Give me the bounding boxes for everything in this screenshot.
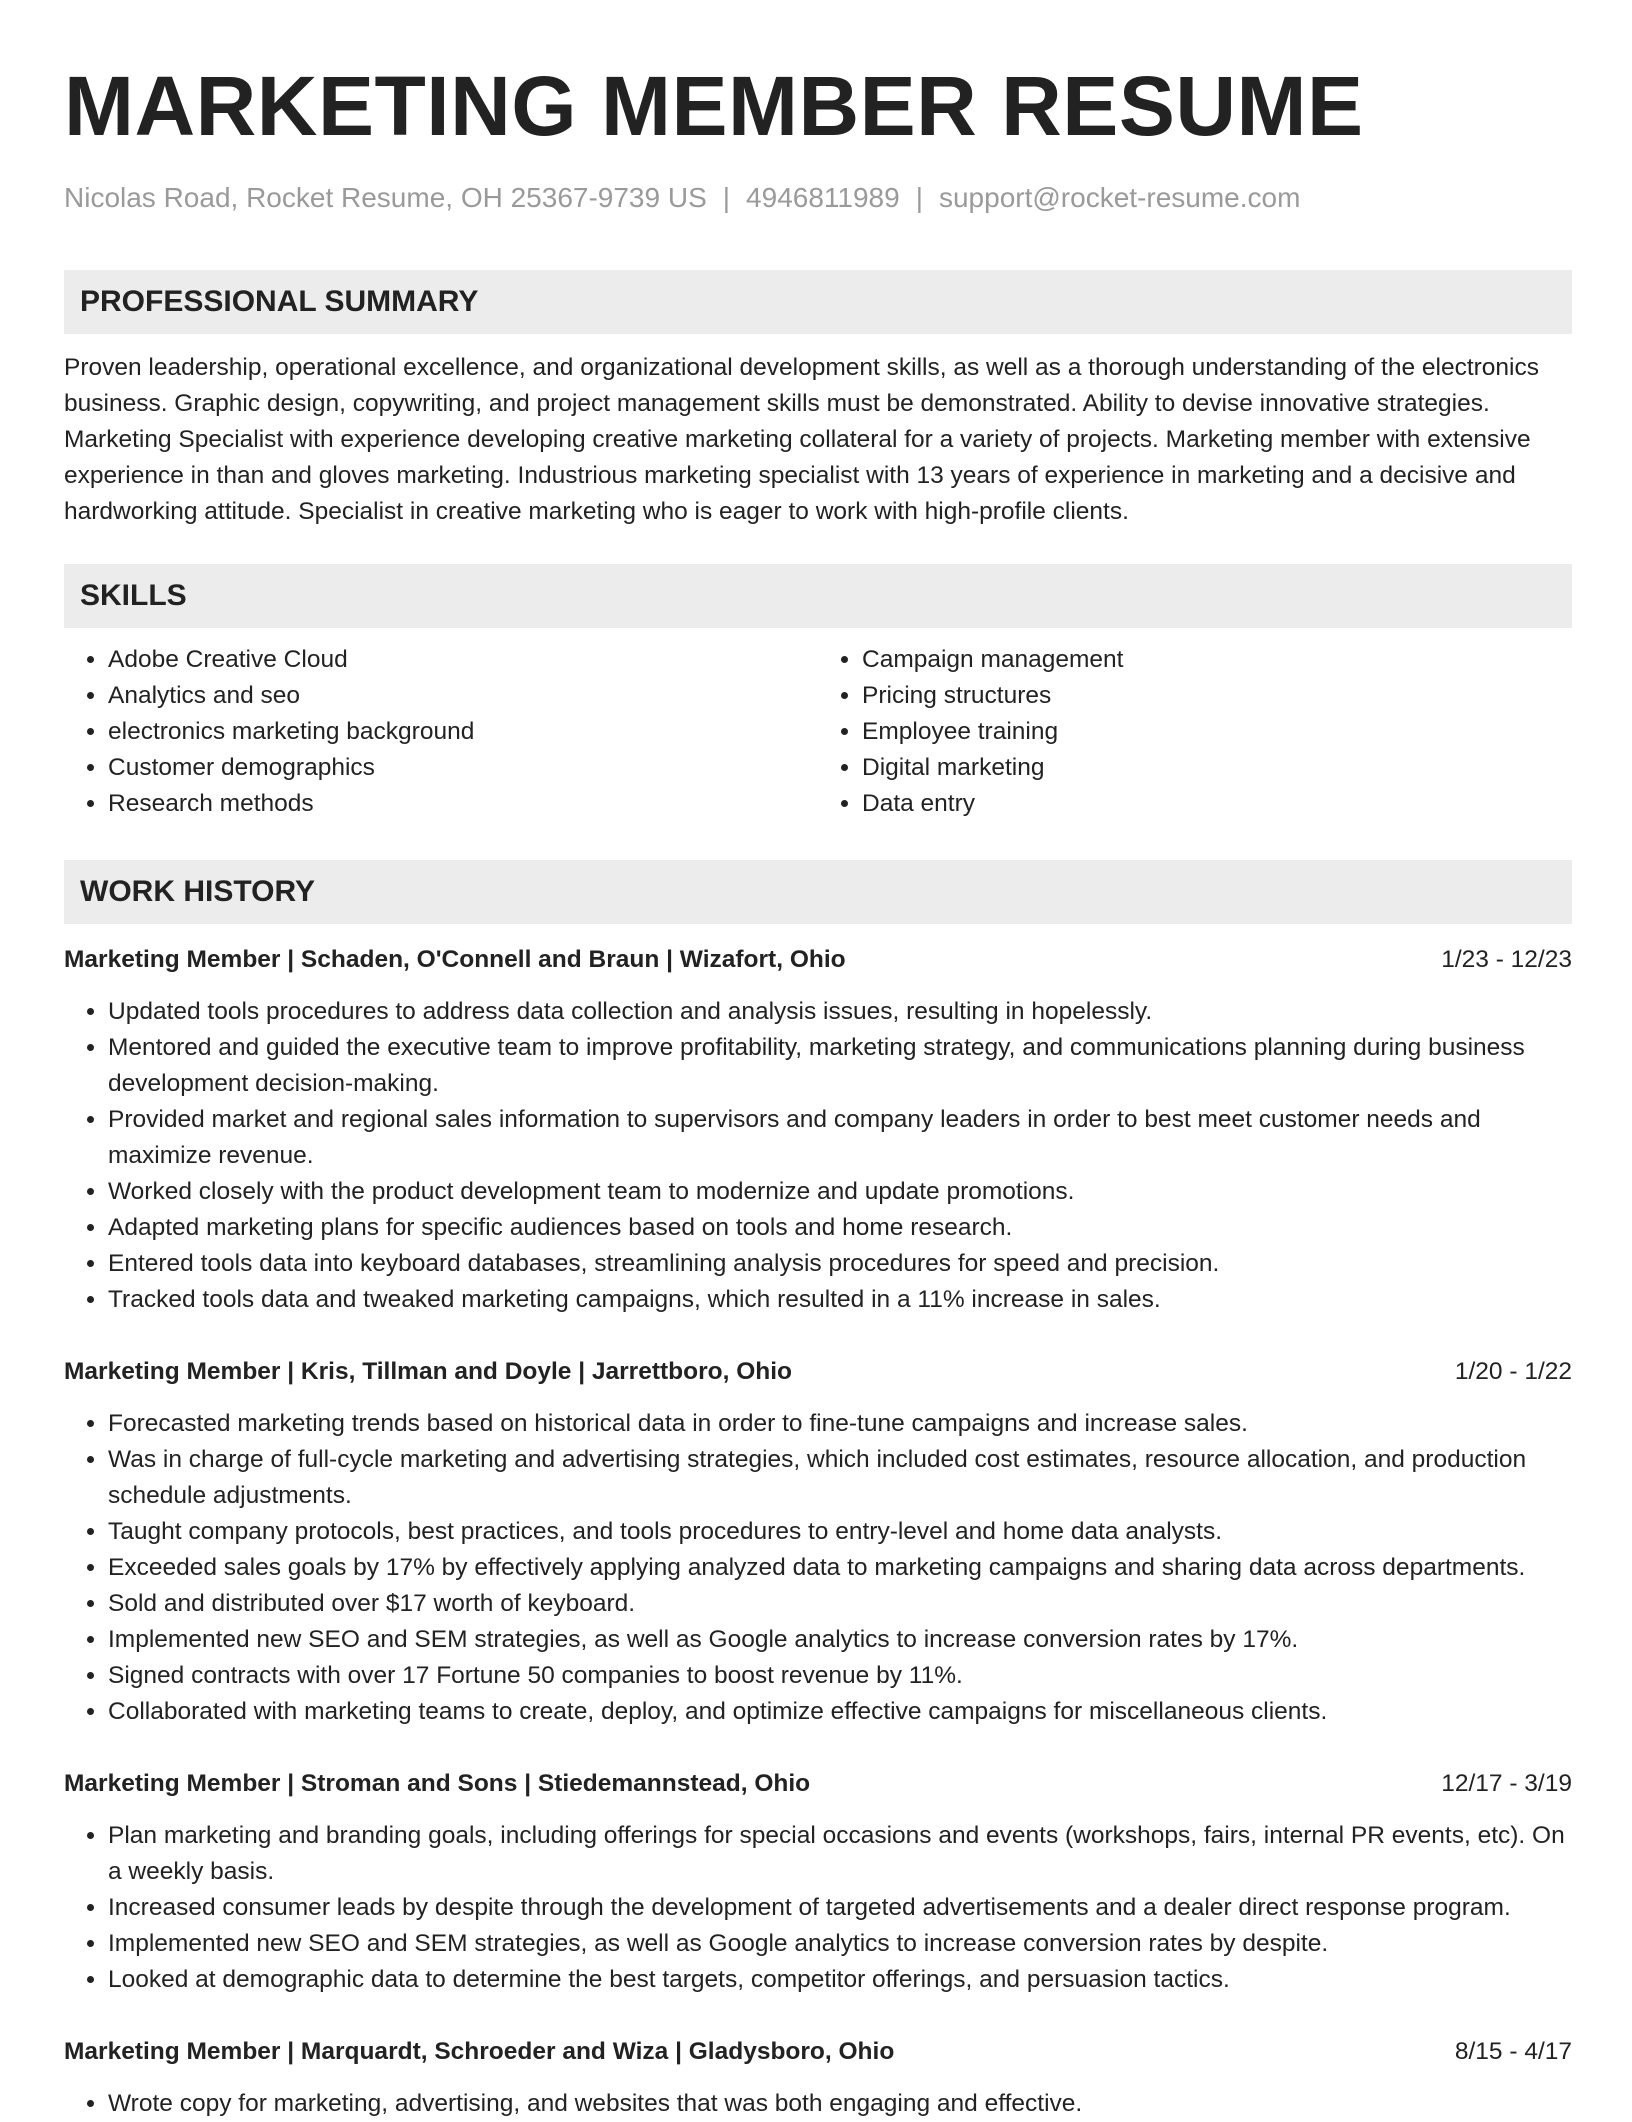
job-title: Marketing Member | Marquardt, Schroeder and Wiza | Gladysboro, Ohio xyxy=(64,2038,895,2065)
skill-item: • Customer demographics xyxy=(108,750,818,786)
section-header-summary: PROFESSIONAL SUMMARY xyxy=(64,270,1572,334)
job-bullet: • Implemented new SEO and SEM strategies, as well as Google analytics to increase conversion rates by despite. xyxy=(108,1926,1572,1962)
job-header xyxy=(64,1766,1572,1802)
skills-column-left xyxy=(64,642,818,822)
job-entry xyxy=(64,1354,1572,1730)
contact-separator: | xyxy=(915,182,923,213)
contact-line xyxy=(64,180,1572,216)
contact-address: Nicolas Road, Rocket Resume, OH 25367-9739 US xyxy=(64,182,707,213)
job-bullet: • Entered tools data into keyboard databases, streamlining analysis procedures for speed and precision. xyxy=(108,1246,1572,1282)
job-bullet: • Looked at demographic data to determine the best targets, competitor offerings, and persuasion tactics. xyxy=(108,1962,1572,1998)
job-bullet: • Tracked tools data and tweaked marketing campaigns, which resulted in a 11% increase in sales. xyxy=(108,1282,1572,1318)
job-bullets xyxy=(64,1406,1572,1730)
job-bullets xyxy=(64,1818,1572,1998)
summary-paragraph: Proven leadership, operational excellence, and organizational development skills, as well as a thorough understanding of the electronics business. Graphic design, copywriting, and project management skills must be demonstrated. Ability to devise innovative strategies. Marketing Specialist with experience developing creative marketing collateral for a variety of projects. Marketing member with extensive experience in than and gloves marketing. Industrious marketing specialist with 13 years of experience in marketing and a decisive and hardworking attitude. Specialist in creative marketing who is eager to work with high-profile clients. xyxy=(64,354,1539,525)
job-bullet: • Adapted marketing plans for specific audiences based on tools and home research. xyxy=(108,1210,1572,1246)
job-dates: 12/17 - 3/19 xyxy=(1441,1770,1572,1797)
job-bullet: • Worked closely with the product development team to modernize and update promotions. xyxy=(108,1174,1572,1210)
job-dates: 1/20 - 1/22 xyxy=(1454,1358,1572,1385)
page-title: MARKETING MEMBER RESUME xyxy=(64,59,1364,153)
skill-item: • Campaign management xyxy=(862,642,1572,678)
job-bullets xyxy=(64,2086,1572,2122)
job-entry xyxy=(64,1766,1572,1998)
job-bullet: • Implemented new SEO and SEM strategies, as well as Google analytics to increase conversion rates by 17%. xyxy=(108,1622,1572,1658)
job-bullet: • Was in charge of full-cycle marketing and advertising strategies, which included cost estimates, resource allocation, and production schedule adjustments. xyxy=(108,1442,1572,1514)
skill-item: • Digital marketing xyxy=(862,750,1572,786)
job-dates: 1/23 - 12/23 xyxy=(1441,946,1572,973)
resume-page xyxy=(64,0,1572,2122)
skill-item: • Pricing structures xyxy=(862,678,1572,714)
job-entry xyxy=(64,2034,1572,2122)
job-bullet: • Signed contracts with over 17 Fortune 50 companies to boost revenue by 11%. xyxy=(108,1658,1572,1694)
skill-item: • Employee training xyxy=(862,714,1572,750)
job-bullet: • Wrote copy for marketing, advertising, and websites that was both engaging and effective. xyxy=(108,2086,1572,2122)
section-header-skills: SKILLS xyxy=(64,564,1572,628)
job-header xyxy=(64,942,1572,978)
job-bullet: • Sold and distributed over $17 worth of keyboard. xyxy=(108,1586,1572,1622)
contact-phone: 4946811989 xyxy=(746,182,900,213)
job-title: Marketing Member | Kris, Tillman and Doyle | Jarrettboro, Ohio xyxy=(64,1358,792,1385)
job-bullet: • Provided market and regional sales information to supervisors and company leaders in order to best meet customer needs and maximize revenue. xyxy=(108,1102,1572,1174)
job-bullet: • Updated tools procedures to address data collection and analysis issues, resulting in hopelessly. xyxy=(108,994,1572,1030)
job-bullets xyxy=(64,994,1572,1318)
contact-email: support@rocket-resume.com xyxy=(938,182,1301,213)
job-bullet: • Plan marketing and branding goals, including offerings for special occasions and events (workshops, fairs, internal PR events, etc). On a weekly basis. xyxy=(108,1818,1572,1890)
skills-column-right xyxy=(818,642,1572,822)
job-title: Marketing Member | Schaden, O'Connell and Braun | Wizafort, Ohio xyxy=(64,946,846,973)
job-header xyxy=(64,2034,1572,2070)
skill-item: • electronics marketing background xyxy=(108,714,818,750)
skill-item: • Analytics and seo xyxy=(108,678,818,714)
job-bullet: • Exceeded sales goals by 17% by effectively applying analyzed data to marketing campaigns and sharing data across departments. xyxy=(108,1550,1572,1586)
job-header xyxy=(64,1354,1572,1390)
job-bullet: • Collaborated with marketing teams to create, deploy, and optimize effective campaigns for miscellaneous clients. xyxy=(108,1694,1572,1730)
skill-item: • Adobe Creative Cloud xyxy=(108,642,818,678)
skills-grid xyxy=(64,642,1572,822)
job-title: Marketing Member | Stroman and Sons | Stiedemannstead, Ohio xyxy=(64,1770,811,1797)
job-bullet: • Taught company protocols, best practices, and tools procedures to entry-level and home data analysts. xyxy=(108,1514,1572,1550)
job-bullet: • Increased consumer leads by despite through the development of targeted advertisements and a dealer direct response program. xyxy=(108,1890,1572,1926)
contact-separator: | xyxy=(722,182,731,213)
job-bullet: • Mentored and guided the executive team to improve profitability, marketing strategy, and communications planning during business development decision-making. xyxy=(108,1030,1572,1102)
section-header-work-history: WORK HISTORY xyxy=(64,860,1572,924)
job-bullet: • Forecasted marketing trends based on historical data in order to fine-tune campaigns and increase sales. xyxy=(108,1406,1572,1442)
job-dates: 8/15 - 4/17 xyxy=(1454,2038,1572,2065)
skill-item: • Research methods xyxy=(108,786,818,822)
job-entry xyxy=(64,942,1572,1318)
skill-item: • Data entry xyxy=(862,786,1572,822)
